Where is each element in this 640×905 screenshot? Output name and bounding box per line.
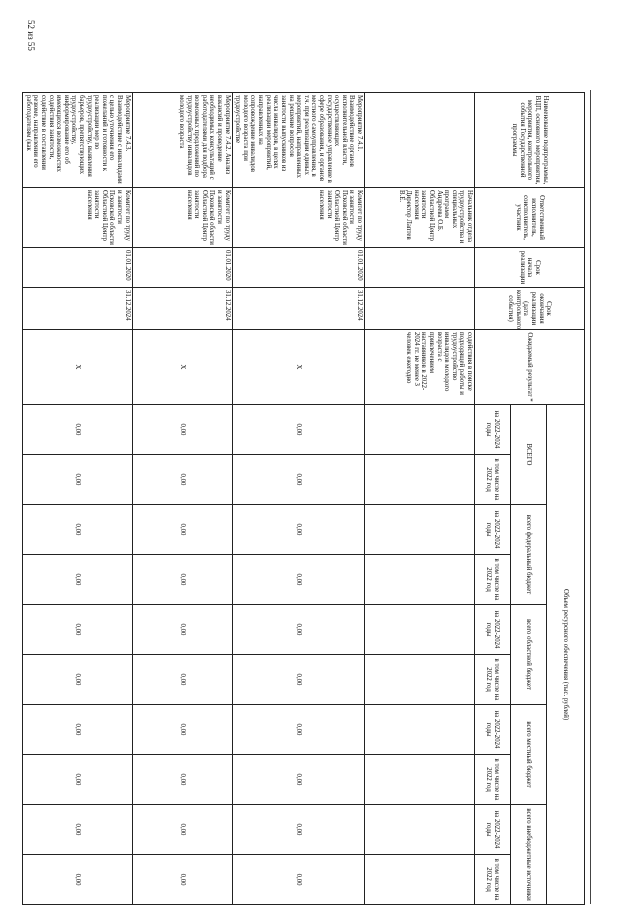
row-value	[365, 755, 475, 805]
row-start: 01.01.2020	[23, 248, 133, 288]
row-start: 01.01.2020	[132, 248, 232, 288]
row-value: 0,00	[232, 505, 364, 555]
row-value	[365, 555, 475, 605]
table-row	[232, 93, 364, 905]
row-value: 0,00	[23, 555, 133, 605]
sub-period: на 2022-2024 годы	[475, 705, 511, 755]
row-value: 0,00	[132, 605, 232, 655]
row-name: Мероприятие 7.4.3. Взаимодействие с инвалидами с целью уточнения его пожеланий и готовности к реализации мер по трудоустройству, выявления барьеров, препятствующих трудоустройству, информирование его об имеющихся возможностях содействия занятости, содействие в составлении резюме, направлении его работодателям (как	[23, 93, 133, 188]
row-value: 0,00	[232, 755, 364, 805]
row-value: 0,00	[132, 555, 232, 605]
header-start: Срок начала реализации	[475, 248, 585, 288]
header-regional: всего областной бюджет	[511, 605, 547, 705]
row-value: 0,00	[23, 655, 133, 705]
row-value: 0,00	[232, 455, 364, 505]
row-value: 0,00	[132, 655, 232, 705]
row-value: 0,00	[23, 855, 133, 905]
table-row	[132, 93, 232, 905]
header-responsible: Ответственный исполнитель, соисполнитель, участник	[475, 188, 585, 248]
header-end: Срок окончания реализации (дата контрольного события)	[475, 288, 585, 330]
row-start: 01.01.2020	[232, 248, 364, 288]
top-rule	[590, 90, 591, 904]
row-value: 0,00	[132, 755, 232, 805]
row-value: 0,00	[232, 405, 364, 455]
row-value	[365, 805, 475, 855]
row-value: 0,00	[23, 405, 133, 455]
row-value	[365, 605, 475, 655]
row-value: 0,00	[132, 705, 232, 755]
row-responsible: Комитет по труду и занятости Псковской области Областной Центр занятости населения	[132, 188, 232, 248]
row-end: 31.12.2024	[23, 288, 133, 330]
sub-period: на 2022-2024 годы	[475, 505, 511, 555]
row-value	[365, 455, 475, 505]
header-resources: Объем ресурсного обеспечения (тыс. рублей)	[547, 405, 585, 905]
row-result: содействия в поиске подходящей работы и трудоустройство инвалидов молодого возраста с привлечением наставников в 2022-2024 гг. не менее 3 человек ежегодно	[365, 330, 475, 405]
row-value: 0,00	[132, 855, 232, 905]
row-value: 0,00	[23, 605, 133, 655]
row-value: 0,00	[232, 605, 364, 655]
row-value: 0,00	[232, 555, 364, 605]
row-value	[365, 655, 475, 705]
row-name	[365, 93, 475, 188]
row-value: 0,00	[132, 405, 232, 455]
sub-period: на 2022-2024 годы	[475, 405, 511, 455]
sub-year: в том числе на 2022 год	[475, 655, 511, 705]
header-total: ВСЕГО	[511, 405, 547, 505]
row-value: 0,00	[132, 505, 232, 555]
header-local: всего местный бюджет	[511, 705, 547, 805]
sub-period: на 2022-2024 годы	[475, 805, 511, 855]
row-value: 0,00	[232, 805, 364, 855]
header-extra: всего внебюджетные источники	[511, 805, 547, 905]
sub-year: в том числе на 2022 год	[475, 455, 511, 505]
row-value	[365, 855, 475, 905]
table-row	[23, 93, 133, 905]
table-row	[365, 93, 475, 905]
table-header	[475, 93, 585, 905]
row-value: 0,00	[232, 855, 364, 905]
header-name: Наименование подпрограммы, ВЦП, основного мероприятия, мероприятия, контрольного события Государственной программы	[475, 93, 585, 188]
row-value: 0,00	[23, 755, 133, 805]
row-value: 0,00	[23, 705, 133, 755]
row-value: 0,00	[23, 455, 133, 505]
row-result: X	[232, 330, 364, 405]
row-name: Мероприятие 7.4.1. Взаимодействие органов исполнительной власти, осуществляющих государственное управление в сфере образования, и органов местного самоуправления, в т.ч. при реализации единых мероприятий, направленных на решение вопросов занятости выпускников из числа инвалидов, в целях реализации мероприятий, направленных на сопровождение инвалидов молодого возраста при трудоустройстве	[232, 93, 364, 188]
header-result: Ожидаемый результат *	[475, 330, 585, 405]
row-value: 0,00	[23, 505, 133, 555]
row-end	[365, 288, 475, 330]
row-value: 0,00	[23, 805, 133, 855]
resource-table	[22, 92, 585, 905]
sub-year: в том числе на 2022 год	[475, 855, 511, 905]
row-start	[365, 248, 475, 288]
table-body	[23, 93, 475, 905]
row-result: X	[23, 330, 133, 405]
row-value: 0,00	[132, 455, 232, 505]
row-value	[365, 705, 475, 755]
page-number: 52 из 55	[26, 20, 36, 51]
row-result: X	[132, 330, 232, 405]
sub-year: в том числе на 2022 год	[475, 555, 511, 605]
row-responsible: Комитет по труду и занятости Псковской области Областной Центр занятости населения	[232, 188, 364, 248]
sub-year: в том числе на 2022 год	[475, 755, 511, 805]
row-value: 0,00	[232, 655, 364, 705]
row-value: 0,00	[232, 705, 364, 755]
row-end: 31.12.2024	[132, 288, 232, 330]
header-federal: всего федеральный бюджет	[511, 505, 547, 605]
row-value: 0,00	[132, 805, 232, 855]
row-name: Мероприятие 7.4.2. Анализ вакансий и проведение необходимых консультаций с работодателями для подбора возможных предложений по трудоустройству инвалидов молодого возраста	[132, 93, 232, 188]
row-responsible: Комитет по труду и занятости Псковской области Областной Центр занятости населения	[23, 188, 133, 248]
sub-period: на 2022-2024 годы	[475, 605, 511, 655]
row-value	[365, 505, 475, 555]
row-value	[365, 405, 475, 455]
row-responsible: Начальник отдела трудоустройства и специальных программ Андреева О.Б. Областной Центр занятости населения Директор Лаптев В.Е.	[365, 188, 475, 248]
row-end: 31.12.2024	[232, 288, 364, 330]
